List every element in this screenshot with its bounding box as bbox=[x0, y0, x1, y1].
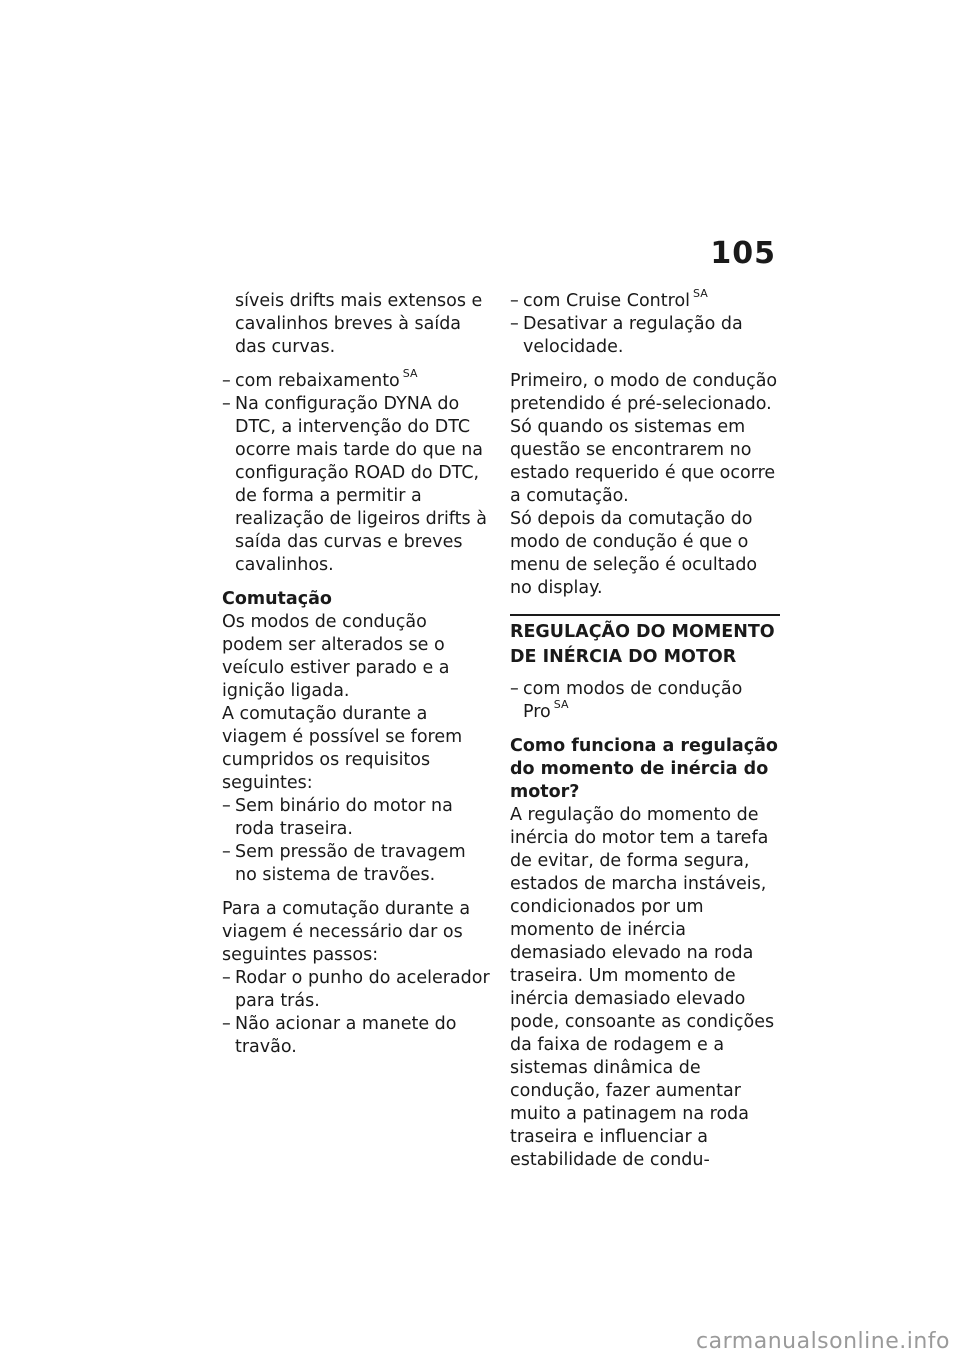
subheading-comutacao: Comutação bbox=[222, 589, 332, 609]
sa-marker: SA bbox=[693, 287, 708, 301]
list-item-text: Não acionar a manete do travão. bbox=[235, 1014, 457, 1057]
steps-list bbox=[222, 967, 492, 1059]
watermark: carmanualsonline.info bbox=[696, 1329, 950, 1354]
list-item bbox=[510, 678, 780, 724]
sa-marker: SA bbox=[402, 367, 418, 381]
list-item-text: Sem pressão de travagem no sistema de travões. bbox=[235, 842, 466, 885]
section-rule bbox=[510, 614, 780, 616]
dash-bullet: – bbox=[222, 842, 231, 862]
list-item-text: Na configuração DYNA do DTC, a intervenção do DTC ocorre mais tarde do que na configuração ROAD do DTC, de forma a permitir a realização de ligeiros drifts à saída das curvas e breves cavalinhos. bbox=[235, 394, 487, 575]
list-item bbox=[222, 841, 492, 887]
option-list bbox=[510, 287, 780, 359]
list-item-text: Rodar o punho do acelerador para trás. bbox=[235, 968, 490, 1011]
list-item bbox=[222, 967, 492, 1013]
page-number: 105 bbox=[710, 236, 776, 271]
left-column bbox=[222, 290, 492, 1070]
list-item bbox=[222, 1013, 492, 1059]
sa-marker: SA bbox=[553, 698, 569, 712]
paragraph: Só depois da comutação do modo de condução é que o menu de seleção é ocultado no display. bbox=[510, 509, 758, 598]
dash-bullet: – bbox=[222, 371, 231, 391]
dash-bullet: – bbox=[510, 679, 519, 699]
paragraph: Primeiro, o modo de condução pretendido é pré-selecionado. Só quando os sistemas em questão se encontrarem no estado requerido é que ocorre a comutação. bbox=[510, 371, 778, 506]
paragraph: A comutação durante a viagem é possível se forem cumpridos os requisitos seguintes: bbox=[222, 704, 463, 793]
dash-bullet: – bbox=[510, 291, 519, 311]
option-list bbox=[510, 678, 780, 724]
requirements-list bbox=[222, 795, 492, 887]
dash-bullet: – bbox=[222, 796, 231, 816]
continued-text: síveis drifts mais extensos e cavalinhos breves à saída das curvas. bbox=[235, 291, 483, 357]
subheading-como-funciona: Como funciona a regulação do momento de inércia do motor? bbox=[510, 736, 778, 802]
list-item bbox=[510, 313, 780, 359]
dash-bullet: – bbox=[222, 394, 231, 414]
paragraph: Para a comutação durante a viagem é necessário dar os seguintes passos: bbox=[222, 899, 471, 965]
list-item-text: Sem binário do motor na roda traseira. bbox=[235, 796, 453, 839]
dash-bullet: – bbox=[222, 968, 231, 988]
list-item-text: Desativar a regulação da velocidade. bbox=[523, 314, 743, 357]
list-item bbox=[510, 287, 780, 313]
dash-bullet: – bbox=[222, 1014, 231, 1034]
list-item bbox=[222, 393, 492, 577]
list-item-text: com rebaixamento bbox=[235, 371, 400, 391]
dash-bullet: – bbox=[510, 314, 519, 334]
right-column bbox=[510, 287, 780, 1172]
list-item bbox=[222, 795, 492, 841]
section-title: REGULAÇÃO DO MOMENTO DE INÉRCIA DO MOTOR bbox=[510, 622, 775, 667]
paragraph: Os modos de condução podem ser alterados se o veículo estiver parado e a ignição ligada. bbox=[222, 612, 450, 701]
list-item-text: com Cruise Control bbox=[523, 291, 691, 311]
list-item bbox=[222, 367, 492, 393]
paragraph: A regulação do momento de inércia do motor tem a tarefa de evitar, de forma segura, estados de marcha instáveis, condicionados por um momento de inércia demasiado elevado na roda traseira. Um momento de inércia demasiado elevado pode, consoante as condições da faixa de rodagem e a sistemas dinâmica de condução, fazer aumentar muito a patinagem na roda traseira e influenciar a estabilidade de condu- bbox=[510, 805, 775, 1170]
option-list bbox=[222, 367, 492, 577]
list-item-text: com modos de condução Pro bbox=[523, 679, 743, 722]
